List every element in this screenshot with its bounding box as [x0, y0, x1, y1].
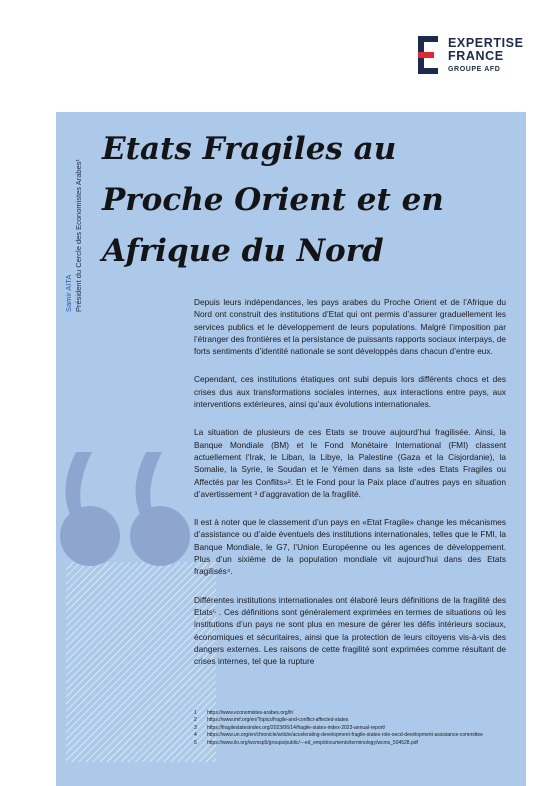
paragraph: Il est à noter que le classement d’un pays en «Etat Fragile» change les mécanismes d’assistance ou d’aide éventuels des institutions internationales, telles que le FMI, la Banque Mondiale, le G7, l’Union Européenne ou les agences de développement. Plus d’un sixième de la population mondiale vit aujourd’hui dans des Etats fragilisés⁴. [194, 517, 506, 577]
logo-line-france: FRANCE [448, 49, 504, 63]
article-title: Etats Fragiles au Proche Orient et en Afrique du Nord [102, 131, 444, 269]
footnote-number: 1 [194, 710, 197, 716]
footnote [194, 725, 512, 732]
author-role: Président du Cercle des Economistes Arabes¹ [74, 159, 83, 312]
logo-text [448, 37, 524, 73]
footnote-number: 3 [194, 724, 197, 731]
footnote [194, 710, 512, 717]
footnote [194, 740, 512, 747]
footnotes [194, 710, 512, 747]
footnote [194, 732, 512, 739]
paragraph: Différentes institutions internationales ont élaboré leurs définitions de la fragilité des Etats⁵ . Ces définitions sont généralement exprimées en termes de situations où les institutions d’un pays ne sont plus en mesure de gérer les défis intérieurs sociaux, économiques et sécuritaires, ainsi que la protection de leurs citoyens vis-à-vis des dangers externes. Les raisons de cette fragilité sont exprimées comme résultant de crises internes, tel que la rupture [194, 594, 506, 667]
article-body [194, 296, 506, 683]
footnote-link[interactable]: https://www.un.org/en/chronicle/article/accelerating-development-fragile-states-role-oecd-development-assistance-committee [207, 732, 483, 739]
footnote-link[interactable]: https://fragilestatesindex.org/2023/06/14/fragile-states-index-2023-annual-report/ [207, 724, 386, 731]
footnote-link[interactable]: https://www.ilo.org/wcmsp5/groups/public/---ed_emp/documents/terminology/wcms_504528.pdf [207, 739, 418, 746]
author-block [64, 102, 92, 312]
footnote-number: 2 [194, 717, 197, 724]
author-name: Samir AITA [64, 274, 73, 312]
paragraph: Depuis leurs indépendances, les pays arabes du Proche Orient et de l’Afrique du Nord ont construit des institutions d’Etat qui ont permis d’assurer graduellement les services publics et le développement de leurs populations. Malgré l’imposition par l’étranger des frontières et la persistance de puissants rapports sociaux interpays, de forts sentiments d’identité nationale se sont développés dans chacun d’entre eux. [194, 297, 506, 357]
footnote-number: 4 [194, 732, 197, 739]
logo-line-groupe-afd: GROUPE AFD [448, 66, 501, 73]
paragraph: La situation de plusieurs de ces Etats se trouve aujourd’hui fragilisée. Ainsi, la Banque Mondiale (BM) et le Fond Monétaire International (FMI) classent actuellement l’Irak, le Liban, la Libye, la Palestine (Gaza et la Cisjordanie), la Somalie, la Syrie, le Soudan et le Yémen dans sa liste «des Etats Fragiles ou Affectés par les Conflits»². Et le Fond pour la Paix place d’autres pays en situation d’avertissement ³ d’aggravation de la fragilité. [194, 427, 506, 499]
logo-mark-icon [418, 36, 440, 74]
footnote [194, 717, 512, 724]
footnote-link[interactable]: https://www.imf.org/en/Topics/fragile-and-conflict-affected-states [207, 717, 349, 724]
footnote-number: 5 [194, 739, 197, 746]
expertise-france-logo [418, 36, 538, 78]
paragraph: Cependant, ces institutions étatiques ont subi depuis lors différents chocs et des crises dus aux transformations sociales internes, aux interactions entre pays, aux interventions extérieures, ainsi qu’aux évolutions internationales. [194, 374, 506, 410]
logo-line-expertise: EXPERTISE [448, 36, 524, 50]
footnote-link[interactable]: https://www.economistes-arabes.org/fr/ [207, 710, 294, 716]
